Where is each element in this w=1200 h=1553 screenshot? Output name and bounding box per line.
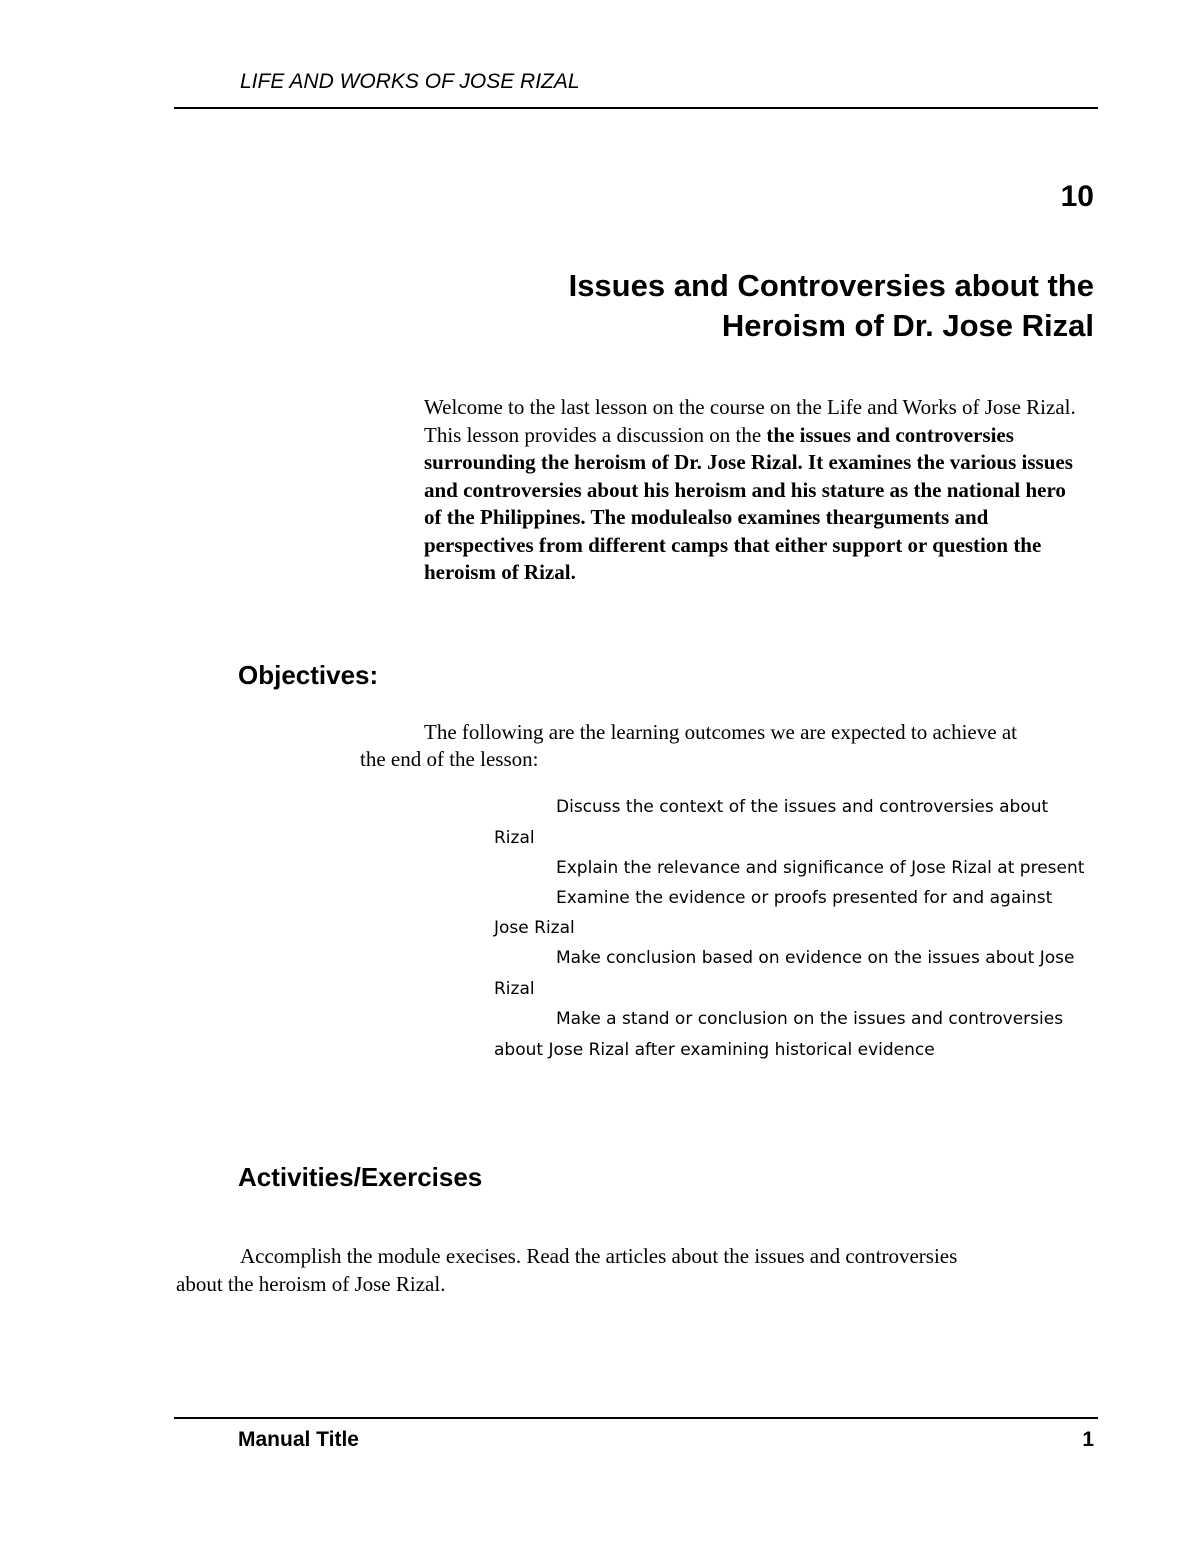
chapter-title-line-1: Issues and Controversies about the: [568, 268, 1094, 303]
objective-1-line-2: Rizal: [494, 828, 535, 848]
objective-4-line-2: Rizal: [494, 979, 535, 999]
objective-2-line-1: Explain the relevance and significance of Jose Rizal at present: [556, 858, 1085, 878]
objective-3-line-1: Examine the evidence or proofs presented for and against: [556, 888, 1053, 908]
intro-bold-text: the issues and controversies surrounding the heroism of Dr. Jose Rizal. It examines the various issues and controversies about his heroism and his stature as the national hero of the Philippines. The modulealso examines thearguments and perspectives from different camps that either support or question the heroism of Rizal.: [424, 422, 1073, 584]
running-header: LIFE AND WORKS OF JOSE RIZAL: [240, 70, 580, 93]
objective-5-line-2: about Jose Rizal after examining historical evidence: [494, 1040, 935, 1060]
objective-3-line-2: Jose Rizal: [494, 918, 575, 938]
footer-rule: [174, 1417, 1098, 1419]
objectives-intro-line-2: the end of the lesson:: [360, 747, 539, 771]
activities-text-line-2: about the heroism of Jose Rizal.: [176, 1272, 446, 1296]
intro-regular-text: Welcome to the last lesson on the course on the Life and Works of Jose Rizal. This lesson provides a discussion on the: [424, 395, 1076, 447]
objective-1-line-1: Discuss the context of the issues and controversies about: [556, 797, 1049, 817]
header-rule: [174, 107, 1098, 109]
objective-5-line-1: Make a stand or conclusion on the issues and controversies: [556, 1009, 1064, 1029]
objective-4-line-1: Make conclusion based on evidence on the issues about Jose: [556, 948, 1075, 968]
activities-heading: Activities/Exercises: [238, 1162, 483, 1192]
footer-title: Manual Title: [238, 1428, 359, 1451]
page-number: 1: [1082, 1428, 1094, 1451]
chapter-title: [394, 266, 1094, 346]
objectives-intro-line-1: The following are the learning outcomes we are expected to achieve at: [424, 720, 1017, 744]
activities-text-line-1: Accomplish the module execises. Read the articles about the issues and controversies: [240, 1244, 958, 1268]
chapter-number: 10: [1060, 180, 1094, 213]
chapter-title-line-2: Heroism of Dr. Jose Rizal: [721, 308, 1094, 343]
objectives-heading: Objectives:: [238, 660, 379, 690]
intro-paragraph: [424, 394, 1084, 587]
